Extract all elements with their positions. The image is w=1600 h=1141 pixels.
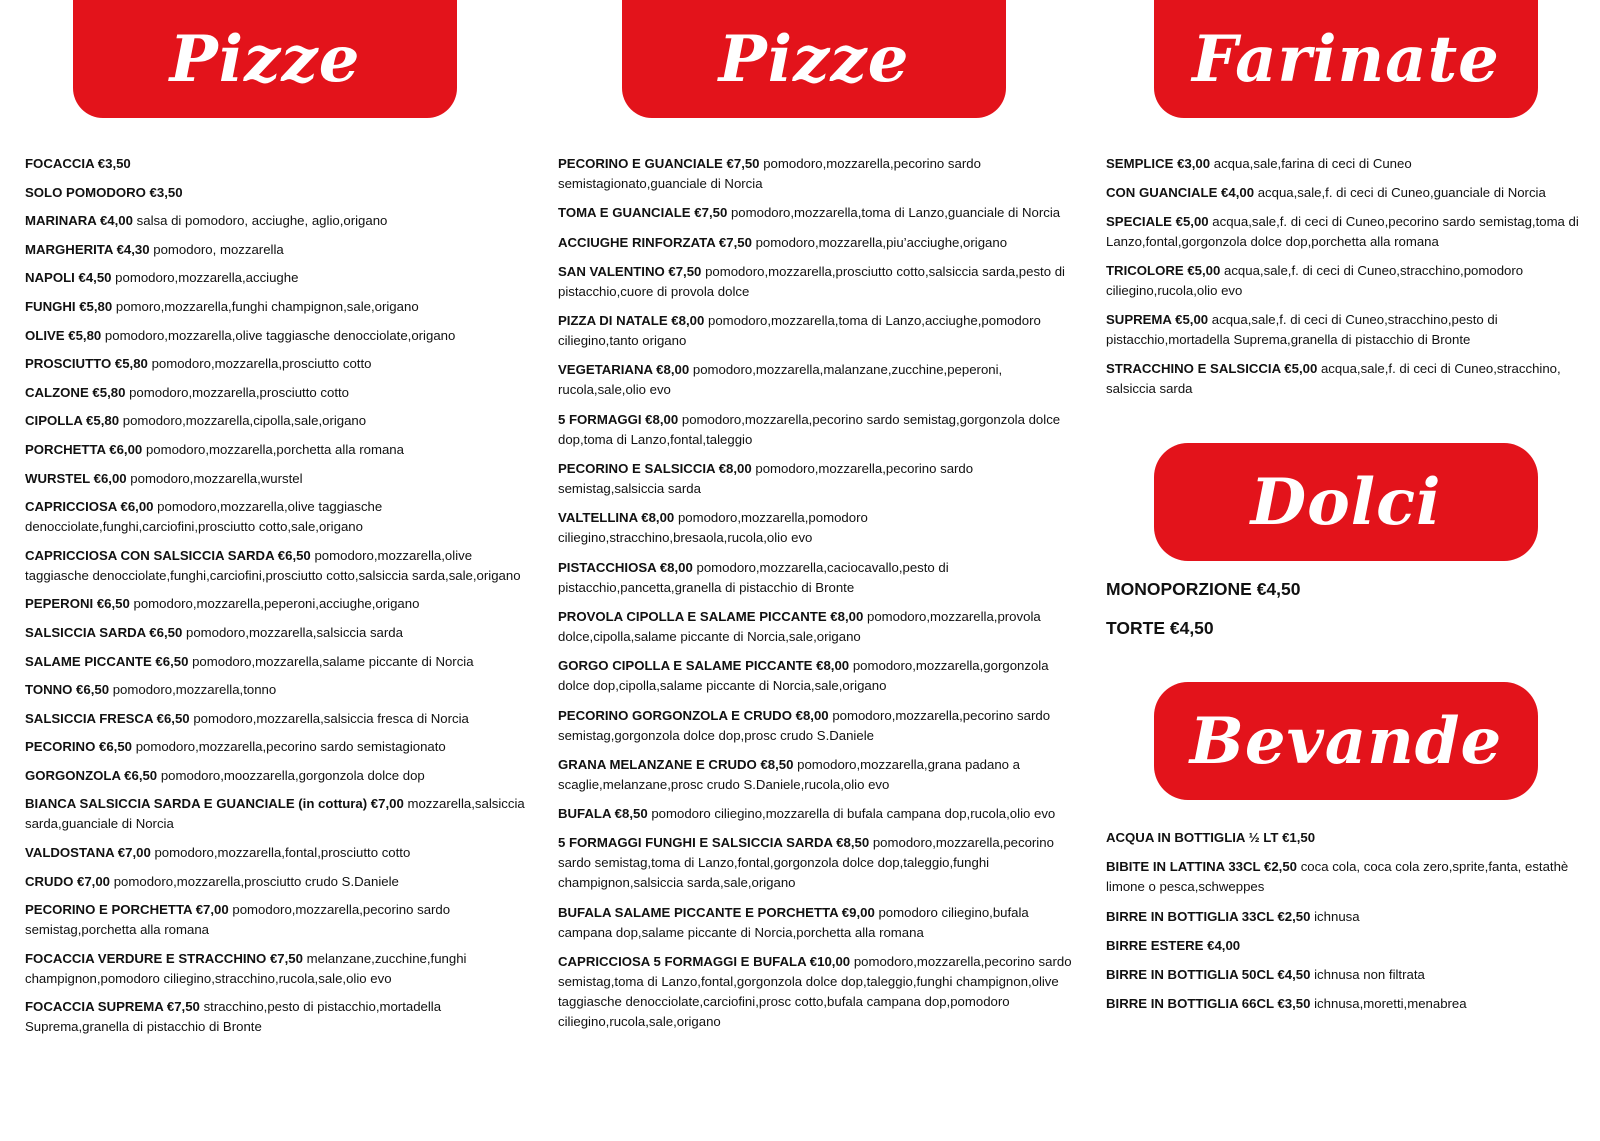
dolce-item (1106, 577, 1301, 601)
pizza-item-description: pomodoro,mozzarella,cipolla,sale,origano (122, 413, 367, 429)
pizze-column-1 (25, 0, 525, 1046)
pizza-item-description: stracchino,pesto di pistacchio,mortadella Suprema,granella di pistacchio di Bronte (25, 999, 442, 1035)
farinata-item (1106, 183, 1594, 203)
pizza-item-name: ACCIUGHE RINFORZATA €7,50 (558, 234, 752, 250)
pizza-item-description: pomodoro,mozzarella,pecorino sardo semistag,gorgonzola dolce dop,prosc crudo S.Daniele (558, 707, 1051, 743)
pizza-item-description: pomodoro,mozzarella,acciughe (115, 270, 299, 286)
pizza-item-description: pomodoro,mozzarella,pecorino sardo semistag,toma di Lanzo,fontal,gorgonzola dolce dop,taleggio,funghi champignon,salsiccia sarda,sale,origano (558, 835, 1054, 891)
pizza-item-name: PECORINO GORGONZOLA E CRUDO €8,00 (558, 707, 829, 723)
pizza-item (25, 354, 525, 374)
pizza-item-name: FOCACCIA SUPREMA €7,50 (25, 999, 200, 1015)
pizza-item-description: pomodoro ciliegino,bufala campana dop,salame piccante di Norcia,porchetta alla romana (558, 904, 1029, 940)
farinate-list (1106, 154, 1594, 399)
farinata-item-description: acqua,sale,f. di ceci di Cuneo,stracchino,pomodoro ciliegino,rucola,olio evo (1106, 263, 1524, 298)
dolci-banner (1154, 443, 1538, 561)
dolce-item-name: TORTE €4,50 (1106, 618, 1214, 638)
pizza-item (25, 872, 525, 892)
pizza-item-description: salsa di pomodoro, acciughe, aglio,origano (136, 213, 388, 229)
pizza-item-name: CAPRICCIOSA 5 FORMAGGI E BUFALA €10,00 (558, 954, 851, 970)
pizza-item-name: PROSCIUTTO €5,80 (25, 356, 148, 372)
bevanda-item (1106, 828, 1594, 848)
pizza-item-description: pomodoro,mozzarella,olive taggiasche denocciolate,funghi,carciofini,prosciutto cotto,sale,origano (25, 499, 383, 535)
pizza-item (558, 952, 1078, 1032)
pizza-item-name: CIPOLLA €5,80 (25, 413, 120, 429)
pizza-item-name: GRANA MELANZANE E CRUDO €8,50 (558, 756, 794, 772)
farinata-item (1106, 154, 1594, 174)
farinata-item-description: acqua,sale,f. di ceci di Cuneo,stracchino,pesto di pistacchio,mortadella Suprema,granella di pistacchio di Bronte (1106, 312, 1498, 347)
pizza-item (25, 154, 525, 174)
pizza-item-description: pomodoro,mozzarella,toma di Lanzo,acciughe,pomodoro ciliegino,tanto origano (558, 313, 1041, 349)
pizza-item-name: MARINARA €4,00 (25, 213, 133, 229)
pizza-item (25, 268, 525, 288)
pizza-item-name: FOCACCIA €3,50 (25, 156, 131, 171)
pizza-item (558, 903, 1078, 943)
pizza-item-name: PECORINO €6,50 (25, 739, 133, 755)
pizze-banner-1 (73, 0, 457, 118)
dolci-list (1106, 577, 1301, 655)
bevanda-item-name: BIRRE IN BOTTIGLIA 33CL €2,50 (1106, 908, 1311, 924)
bevande-title: Bevande (1189, 703, 1503, 779)
pizza-item-description: pomodoro,mozzarella,prosciutto cotto (129, 384, 349, 400)
farinata-item-description: acqua,sale,f. di ceci di Cuneo,pecorino sardo semistag,toma di Lanzo,fontal,gorgonzola dolce dop,porchetta alla romana (1106, 214, 1579, 249)
pizza-item-description: melanzane,zucchine,funghi champignon,pomodoro ciliegino,stracchino,rucola,sale,olio evo (25, 950, 467, 986)
pizza-item (25, 326, 525, 346)
pizza-item (558, 203, 1078, 223)
pizza-item-name: PISTACCHIOSA €8,00 (558, 559, 693, 575)
pizza-item-name: SOLO POMODORO €3,50 (25, 184, 183, 200)
pizza-item-description: pomodoro,mozzarella,wurstel (130, 470, 303, 486)
pizza-item (25, 240, 525, 260)
pizza-item-name: GORGONZOLA €6,50 (25, 767, 158, 783)
pizza-item (558, 755, 1078, 795)
pizze-title-1: Pizze (169, 21, 361, 97)
pizza-item-name: OLIVE €5,80 (25, 327, 102, 343)
pizza-item (25, 469, 525, 489)
bevanda-item (1106, 907, 1594, 927)
pizza-item-name: GORGO CIPOLLA E SALAME PICCANTE €8,00 (558, 658, 850, 674)
pizza-item (25, 680, 525, 700)
pizza-item-description: pomodoro,mozzarella,pecorino sardo semistag,toma di Lanzo,fontal,gorgonzola dolce dop,taleggio,funghi champignon,olive taggiasche denocciolate,carciofini,prosc cotto,bufala campana dop,pomodoro ciliegino,rucola,sale,origano (558, 954, 1072, 1030)
pizza-item (25, 709, 525, 729)
pizze-banner-2 (622, 0, 1006, 118)
dolce-item (1106, 616, 1301, 640)
pizza-item-name: MARGHERITA €4,30 (25, 241, 150, 257)
pizza-item-name: PECORINO E GUANCIALE €7,50 (558, 156, 760, 171)
pizza-item-description: mozzarella,salsiccia sarda,guanciale di Norcia (25, 796, 525, 832)
pizza-item-name: FOCACCIA VERDURE E STRACCHINO €7,50 (25, 950, 303, 966)
pizza-item-name: FUNGHI €5,80 (25, 298, 113, 314)
pizza-item-name: SALSICCIA FRESCA €6,50 (25, 710, 190, 726)
farinata-item (1106, 359, 1594, 399)
pizze-list-2 (558, 154, 1078, 1032)
pizza-item-name: 5 FORMAGGI €8,00 (558, 411, 679, 427)
pizza-item-description: pomodoro,mozzarella,pecorino sardo semistagionato,guanciale di Norcia (558, 156, 981, 191)
pizza-item (558, 154, 1078, 194)
pizza-item-description: pomodoro,mozzarella,pecorino sardo semistag,gorgonzola dolce dop,toma di Lanzo,fontal,taleggio (558, 411, 1061, 447)
pizza-item (25, 297, 525, 317)
pizza-item-name: TOMA E GUANCIALE €7,50 (558, 205, 728, 221)
pizza-item-name: VALTELLINA €8,00 (558, 510, 675, 526)
pizza-item-description: pomodoro,mozzarella,caciocavallo,pesto di pistacchio,pancetta,granella di pistacchio di Bronte (558, 559, 949, 595)
pizza-item-description: pomodoro,mozzarella,pecorino sardo semistag,porchetta alla romana (25, 902, 451, 938)
pizza-item (25, 949, 525, 989)
pizza-item-name: CRUDO €7,00 (25, 873, 111, 889)
pizza-item (25, 546, 525, 586)
pizza-item-description: pomodoro,mozzarella,prosciutto cotto,salsiccia sarda,pesto di pistacchio,cuore di provola dolce (558, 263, 1065, 299)
bevanda-item-description: ichnusa (1314, 908, 1360, 924)
pizza-item-name: PECORINO E PORCHETTA €7,00 (25, 902, 229, 918)
pizza-item-name: BIANCA SALSICCIA SARDA E GUANCIALE (in cottura) €7,00 (25, 796, 404, 812)
pizza-item (558, 833, 1078, 893)
pizze-title-2: Pizze (718, 21, 910, 97)
bevanda-item-description: ichnusa,moretti,menabrea (1314, 996, 1467, 1012)
pizza-item-name: BUFALA €8,50 (558, 806, 648, 822)
dolci-title: Dolci (1250, 464, 1442, 540)
bevanda-item-name: BIBITE IN LATTINA 33CL €2,50 (1106, 859, 1298, 875)
farinata-item (1106, 310, 1594, 350)
pizza-item-name: NAPOLI €4,50 (25, 270, 112, 286)
pizze-list-1 (25, 154, 525, 1037)
pizza-item-description: pomodoro,mozzarella,toma di Lanzo,guanciale di Norcia (730, 205, 1061, 221)
pizza-item (558, 558, 1078, 598)
bevanda-item (1106, 965, 1594, 985)
pizza-item-description: pomodoro,mozzarella,gorgonzola dolce dop,cipolla,salame piccante di Norcia,sale,origano (558, 658, 1049, 694)
pizza-item-name: PECORINO E SALSICCIA €8,00 (558, 461, 752, 477)
pizza-item-description: pomodoro,mozzarella,pecorino sardo semistagionato (135, 739, 446, 755)
farinate-title: Farinate (1192, 21, 1500, 97)
pizza-item-description: pomodoro,mozzarella,fontal,prosciutto cotto (154, 845, 411, 861)
pizza-item-name: PORCHETTA €6,00 (25, 441, 143, 457)
pizza-item (25, 843, 525, 863)
pizza-item-description: pomodoro,mozzarella,piu’acciughe,origano (755, 234, 1008, 250)
pizza-item-name: SALSICCIA SARDA €6,50 (25, 624, 183, 640)
pizza-item (25, 594, 525, 614)
farinata-item-name: SPECIALE €5,00 (1106, 214, 1209, 229)
pizza-item (558, 311, 1078, 351)
pizza-item (25, 623, 525, 643)
pizza-item-name: CAPRICCIOSA CON SALSICCIA SARDA €6,50 (25, 547, 311, 563)
pizza-item-name: VALDOSTANA €7,00 (25, 845, 151, 861)
pizza-item-description: pomodoro,mozzarella,tonno (112, 682, 277, 698)
bevanda-item-description: coca cola, coca cola zero,sprite,fanta, estathè limone o pesca,schweppes (1106, 859, 1569, 895)
bevande-banner (1154, 682, 1538, 800)
farinata-item (1106, 261, 1594, 301)
pizza-item (558, 656, 1078, 696)
pizza-item-name: PROVOLA CIPOLLA E SALAME PICCANTE €8,00 (558, 608, 864, 624)
pizza-item-name: VEGETARIANA €8,00 (558, 362, 690, 378)
pizza-item-name: PIZZA DI NATALE €8,00 (558, 313, 705, 329)
farinata-item-description: acqua,sale,farina di ceci di Cuneo (1213, 156, 1412, 171)
pizza-item-description: pomodoro,mozzarella,prosciutto crudo S.Daniele (113, 873, 399, 889)
pizza-item-description: pomodoro,mozzarella,provola dolce,cipolla,salame piccante di Norcia,sale,origano (558, 608, 1041, 644)
pizza-item (25, 652, 525, 672)
pizza-item (558, 262, 1078, 302)
pizza-item (558, 508, 1078, 548)
pizza-item (25, 211, 525, 231)
pizza-item (25, 440, 525, 460)
bevanda-item (1106, 994, 1594, 1014)
bevande-list (1106, 828, 1594, 1024)
bevanda-item (1106, 857, 1594, 897)
bevanda-item-name: BIRRE IN BOTTIGLIA 66CL €3,50 (1106, 996, 1311, 1012)
pizza-item-description: pomodoro,mozzarella,salsiccia fresca di Norcia (193, 710, 469, 726)
bevanda-item-name: BIRRE ESTERE €4,00 (1106, 937, 1241, 953)
bevanda-item-name: ACQUA IN BOTTIGLIA ½ LT €1,50 (1106, 830, 1316, 845)
pizza-item-description: pomodoro,mozzarella,salame piccante di Norcia (192, 653, 474, 669)
dolce-item-name: MONOPORZIONE €4,50 (1106, 579, 1301, 599)
pizza-item (25, 997, 525, 1037)
pizza-item (558, 804, 1078, 824)
pizza-item-name: 5 FORMAGGI FUNGHI E SALSICCIA SARDA €8,50 (558, 835, 870, 851)
pizza-item-description: pomodoro,mozzarella,salsiccia sarda (185, 624, 403, 640)
pizza-item (558, 233, 1078, 253)
farinate-column (1106, 0, 1594, 408)
farinata-item-name: TRICOLORE €5,00 (1106, 263, 1221, 278)
pizza-item-name: CALZONE €5,80 (25, 384, 126, 400)
pizza-item-name: TONNO €6,50 (25, 682, 110, 698)
farinata-item-name: SUPREMA €5,00 (1106, 312, 1209, 327)
pizza-item (558, 360, 1078, 400)
pizza-item-name: BUFALA SALAME PICCANTE E PORCHETTA €9,00 (558, 904, 875, 920)
pizza-item (25, 383, 525, 403)
pizza-item-description: pomodoro,mozzarella,pecorino sardo semistag,salsiccia sarda (558, 461, 974, 497)
pizza-item-description: pomodoro,mozzarella,olive taggiasche denocciolate,origano (104, 327, 456, 343)
pizza-item-description: pomodoro,mozzarella,peperoni,acciughe,origano (133, 596, 420, 612)
bevanda-item-name: BIRRE IN BOTTIGLIA 50CL €4,50 (1106, 967, 1311, 983)
pizza-item-description: pomodoro,mozzarella,prosciutto cotto (151, 356, 372, 372)
pizza-item-name: CAPRICCIOSA €6,00 (25, 499, 154, 515)
farinata-item-name: SEMPLICE €3,00 (1106, 156, 1211, 171)
pizza-item (25, 794, 525, 834)
pizza-item-description: pomodoro ciliegino,mozzarella di bufala campana dop,rucola,olio evo (651, 806, 1056, 822)
pizza-item-description: pomodoro, mozzarella (153, 241, 284, 257)
pizza-item (558, 410, 1078, 450)
farinata-item-description: acqua,sale,f. di ceci di Cuneo,stracchino, salsiccia sarda (1106, 361, 1561, 396)
pizza-item (25, 411, 525, 431)
pizza-item-description: pomodoro,mozzarella,olive taggiasche denocciolate,funghi,carciofini,prosciutto cotto,salsiccia sarda,sale,origano (25, 547, 521, 583)
pizza-item-description: pomodoro,mozzarella,porchetta alla romana (145, 441, 404, 457)
farinata-item (1106, 212, 1594, 252)
bevanda-item-description: ichnusa non filtrata (1314, 967, 1425, 983)
farinate-banner (1154, 0, 1538, 118)
pizza-item (25, 900, 525, 940)
pizze-column-2 (558, 0, 1078, 1041)
pizza-item (558, 607, 1078, 647)
pizza-item (558, 459, 1078, 499)
farinata-item-name: STRACCHINO E SALSICCIA €5,00 (1106, 361, 1318, 376)
pizza-item-description: pomodoro,mozzarella,pomodoro ciliegino,stracchino,bresaola,rucola,olio evo (558, 510, 868, 546)
pizza-item (25, 766, 525, 786)
pizza-item-name: SALAME PICCANTE €6,50 (25, 653, 189, 669)
pizza-item-description: pomodoro,mozzarella,grana padano a scaglie,melanzane,prosc crudo S.Daniele,rucola,olio evo (558, 756, 1020, 792)
bevanda-item (1106, 936, 1594, 956)
pizza-item (558, 706, 1078, 746)
pizza-item (25, 183, 525, 203)
pizza-item-name: WURSTEL €6,00 (25, 470, 127, 486)
farinata-item-description: acqua,sale,f. di ceci di Cuneo,guanciale di Norcia (1257, 185, 1546, 200)
pizza-item-description: pomoro,mozzarella,funghi champignon,sale,origano (115, 298, 419, 314)
pizza-item-description: pomodoro,mozzarella,malanzane,zucchine,peperoni, rucola,sale,olio evo (558, 362, 1003, 398)
pizza-item-description: pomodoro,moozzarella,gorgonzola dolce dop (160, 767, 425, 783)
pizza-item (25, 737, 525, 757)
pizza-item-name: SAN VALENTINO €7,50 (558, 263, 702, 279)
pizza-item (25, 497, 525, 537)
pizza-item-name: PEPERONI €6,50 (25, 596, 130, 612)
farinata-item-name: CON GUANCIALE €4,00 (1106, 185, 1255, 200)
